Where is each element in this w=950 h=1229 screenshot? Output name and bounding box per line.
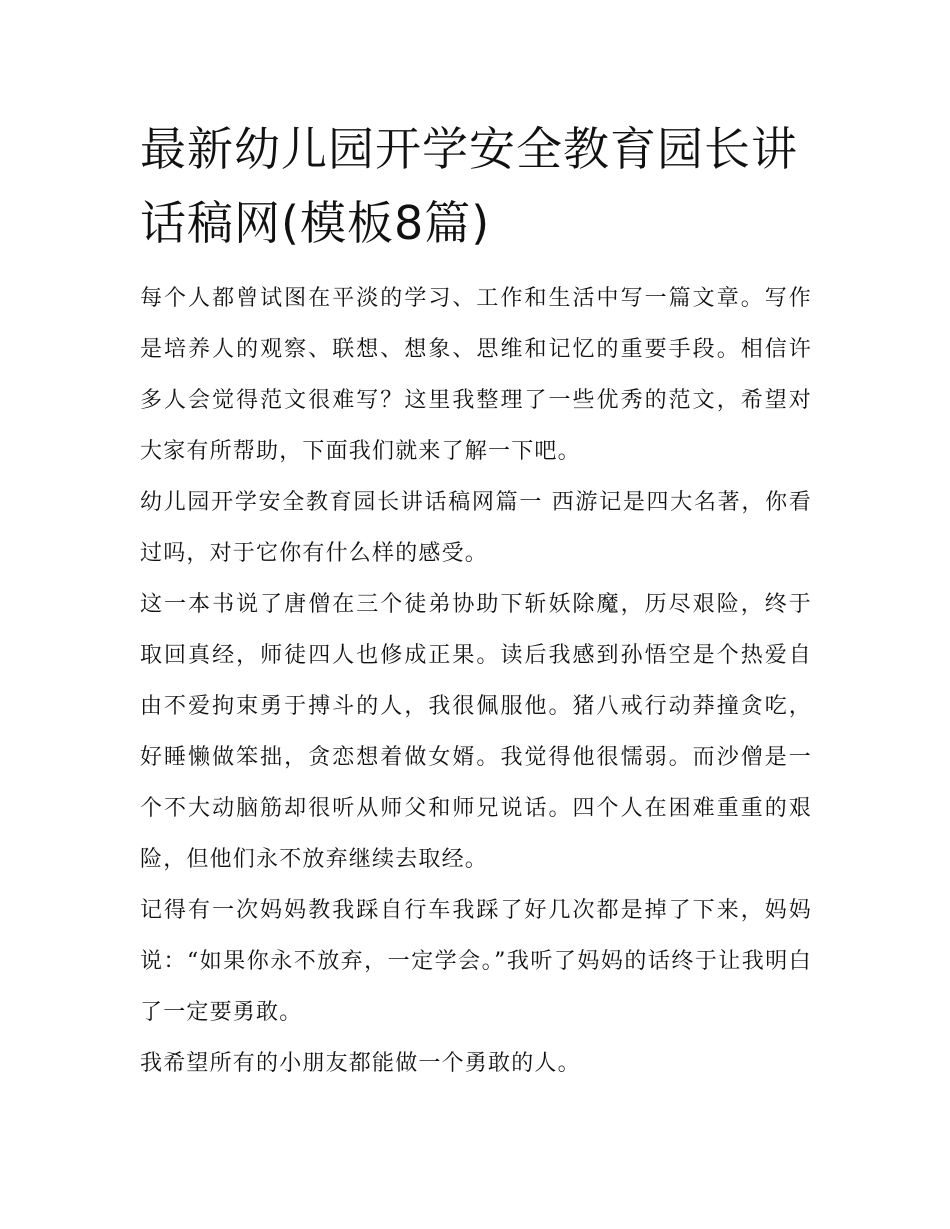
paragraph-memory: 记得有一次妈妈教我踩自行车我踩了好几次都是掉了下来，妈妈说：“如果你永不放弃，一定学会。”我听了妈妈的话终于让我明白了一定要勇敢。 [140, 898, 812, 1025]
paragraph-section-one: 幼儿园开学安全教育园长讲话稿网篇一 西游记是四大名著，你看过吗，对于它你有什么样的感受。 [140, 490, 812, 566]
paragraph-story: 这一本书说了唐僧在三个徒弟协助下斩妖除魔，历尽艰险，终于取回真经，师徒四人也修成正果。读后我感到孙悟空是个热爱自由不爱拘束勇于搏斗的人，我很佩服他。猪八戒行动莽撞贪吃，好睡懒做笨拙，贪恋想着做女婿。我觉得他很懦弱。而沙僧是一个不大动脑筋却很听从师父和师兄说话。四个人在困难重重的艰险，但他们永不放弃继续去取经。 [140, 592, 812, 872]
document-body [140, 273, 812, 1089]
paragraph-closing: 我希望所有的小朋友都能做一个勇敢的人。 [140, 1051, 581, 1076]
paragraph-intro: 每个人都曾试图在平淡的学习、工作和生活中写一篇文章。写作是培养人的观察、联想、想象、思维和记忆的重要手段。相信许多人会觉得范文很难写？这里我整理了一些优秀的范文，希望对大家有所帮助，下面我们就来了解一下吧。 [140, 286, 812, 464]
document-title: 最新幼儿园开学安全教育园长讲话稿网(模板8篇) [140, 122, 798, 250]
